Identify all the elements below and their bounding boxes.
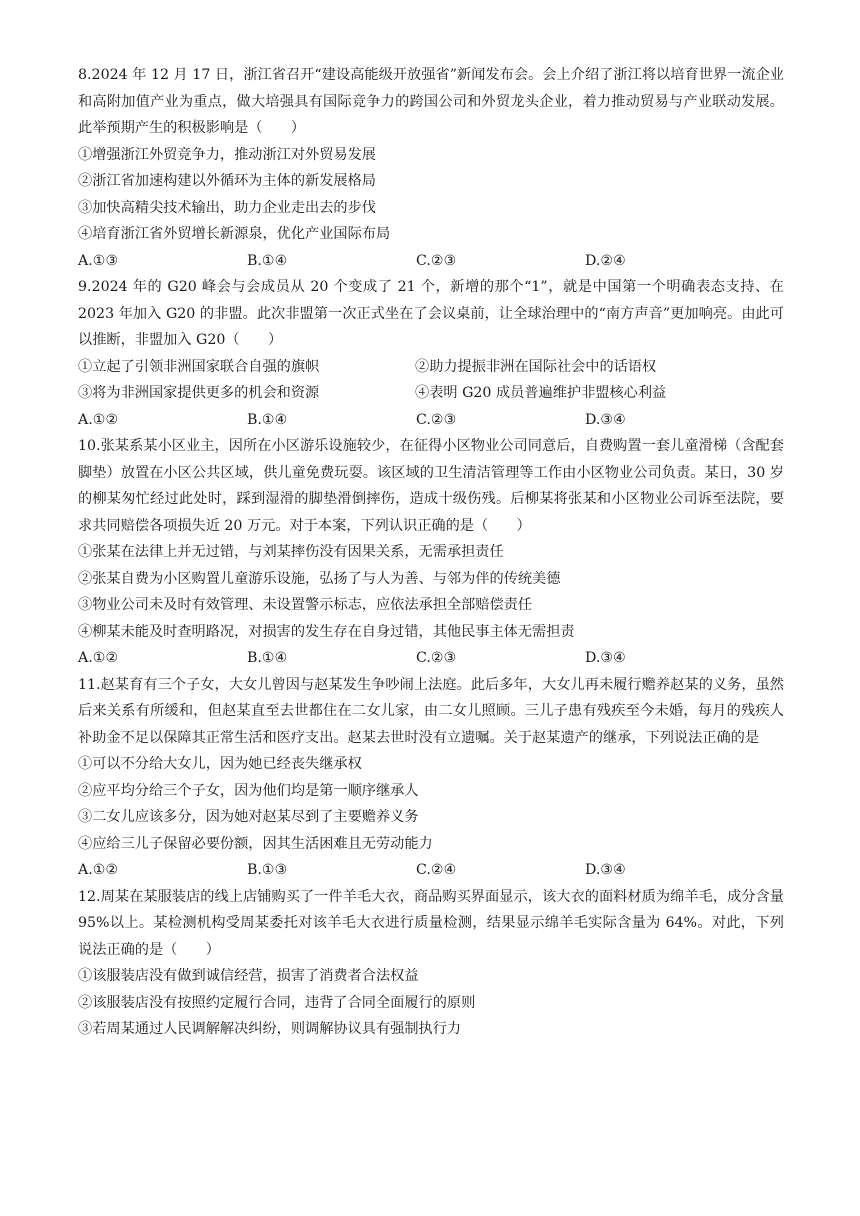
option-line: ②应平均分给三个子女，因为他们均是第一顺序继承人 — [78, 782, 419, 799]
answer-choice-d: D.③④ — [585, 862, 626, 878]
question-stem: 9.2024 年的 G20 峰会与会成员从 20 个变成了 21 个，新增的那个“1”，就是中国第一个明确表态支持、在 2023 年加入 G20 的非盟。此次非盟第一次正式坐在了会议桌前，让全球治理中的“南方声音”更加响亮。由此可以推断，非盟加入 G20（ ） — [78, 279, 784, 348]
answer-choice-b: B.①③ — [247, 862, 288, 878]
option-line: ④表明 G20 成员普遍维护非盟核心利益 — [415, 385, 667, 401]
option-line: ④应给三儿子保留必要份额，因其生活困难且无劳动能力 — [78, 835, 433, 852]
option-line: ③二女儿应该多分，因为她对赵某尽到了主要赡养义务 — [78, 809, 419, 825]
option-line: ①增强浙江外贸竞争力，推动浙江对外贸易发展 — [78, 146, 376, 163]
option-line: ③将为非洲国家提供更多的机会和资源 — [78, 385, 320, 401]
option-line: ①立起了引领非洲国家联合自强的旗帜 — [78, 358, 320, 375]
question-10 — [78, 433, 784, 672]
answer-choice-d: D.③④ — [585, 650, 626, 666]
option-line: ③加快高精尖技术输出，助力企业走出去的步伐 — [78, 199, 376, 216]
option-line: ④柳某未能及时查明路况，对损害的发生存在自身过错，其他民事主体无需担责 — [78, 623, 575, 640]
question-stem: 10.张某系某小区业主，因所在小区游乐设施较少，在征得小区物业公司同意后，自费购置一套儿童滑梯（含配套脚垫）放置在小区公共区域，供儿童免费玩耍。该区域的卫生清洁管理等工作由小区物业公司负责。某日，30 岁的柳某匆忙经过此处时，踩到湿滑的脚垫滑倒摔伤，造成十级伤残。后柳某将张某和小区物业公司诉至法院，要求共同赔偿各项损失近 20 万元。对于本案，下列认识正确的是（ ） — [78, 438, 784, 534]
option-line: ④培育浙江省外贸增长新源泉，优化产业国际布局 — [78, 226, 391, 242]
answer-choice-c: C.②③ — [416, 411, 457, 428]
answer-choice-b: B.①④ — [247, 252, 288, 269]
answer-choices — [78, 857, 784, 884]
option-line: ②张某自费为小区购置儿童游乐设施，弘扬了与人为善、与邻为伴的传统美德 — [78, 570, 561, 587]
answer-choice-a: A.①② — [78, 411, 119, 428]
answer-choice-d: D.②④ — [585, 252, 626, 269]
question-stem: 8.2024 年 12 月 17 日，浙江省召开“建设高能级开放强省”新闻发布会。会上介绍了浙江将以培育世界一流企业和高附加值产业为重点，做大培强具有国际竞争力的跨国公司和外贸龙头企业，着力推动贸易与产业联动发展。此举预期产生的积极影响是（ ） — [78, 67, 784, 136]
answer-choice-c: C.②③ — [416, 252, 457, 269]
answer-choice-b: B.①④ — [247, 411, 288, 428]
exam-page — [78, 62, 784, 1043]
option-line: ③若周某通过人民调解解决纠纷，则调解协议具有强制执行力 — [78, 1021, 462, 1037]
option-line: ①可以不分给大女儿，因为她已经丧失继承权 — [78, 756, 362, 772]
option-line: ②该服装店没有按照约定履行合同，违背了合同全面履行的原则 — [78, 994, 476, 1011]
answer-choices — [78, 248, 784, 275]
answer-choice-c: C.②④ — [416, 862, 457, 878]
question-8 — [78, 62, 784, 274]
question-stem: 11.赵某育有三个子女，大女儿曾因与赵某发生争吵闹上法庭。此后多年，大女儿再未履行赡养赵某的义务，虽然后来关系有所缓和，但赵某直至去世都住在二女儿家，由二女儿照顾。三儿子患有残疾至今未婚，每月的残疾人补助金不足以保障其正常生活和医疗支出。赵某去世时没有立遗嘱。关于赵某遗产的继承，下列说法正确的是 — [78, 676, 784, 746]
question-11 — [78, 672, 784, 884]
answer-choice-a: A.①② — [78, 862, 119, 878]
option-line: ②助力提振非洲在国际社会中的话语权 — [415, 358, 657, 375]
answer-choices — [78, 645, 784, 672]
answer-choice-a: A.①② — [78, 650, 119, 666]
option-line: ①张某在法律上并无过错，与刘某摔伤没有因果关系，无需承担责任 — [78, 544, 504, 560]
option-grid — [78, 354, 784, 407]
answer-choice-b: B.①④ — [247, 650, 288, 666]
question-9 — [78, 274, 784, 433]
question-stem: 12.周某在某服装店的线上店铺购买了一件羊毛大衣，商品购买界面显示，该大衣的面料材质为绵羊毛，成分含量 95%以上。某检测机构受周某委托对该羊毛大衣进行质量检测，结果显示绵羊毛实际含量为 64%。对此，下列说法正确的是（ ） — [78, 888, 784, 958]
answer-choice-a: A.①③ — [78, 252, 119, 269]
question-12 — [78, 884, 784, 1043]
answer-choice-d: D.③④ — [585, 411, 626, 428]
option-line: ②浙江省加速构建以外循环为主体的新发展格局 — [78, 173, 376, 189]
answer-choice-c: C.②③ — [416, 650, 457, 666]
option-line: ③物业公司未及时有效管理、未设置警示标志，应依法承担全部赔偿责任 — [78, 597, 533, 613]
answer-choices — [78, 407, 784, 434]
option-line: ①该服装店没有做到诚信经营，损害了消费者合法权益 — [78, 968, 419, 984]
